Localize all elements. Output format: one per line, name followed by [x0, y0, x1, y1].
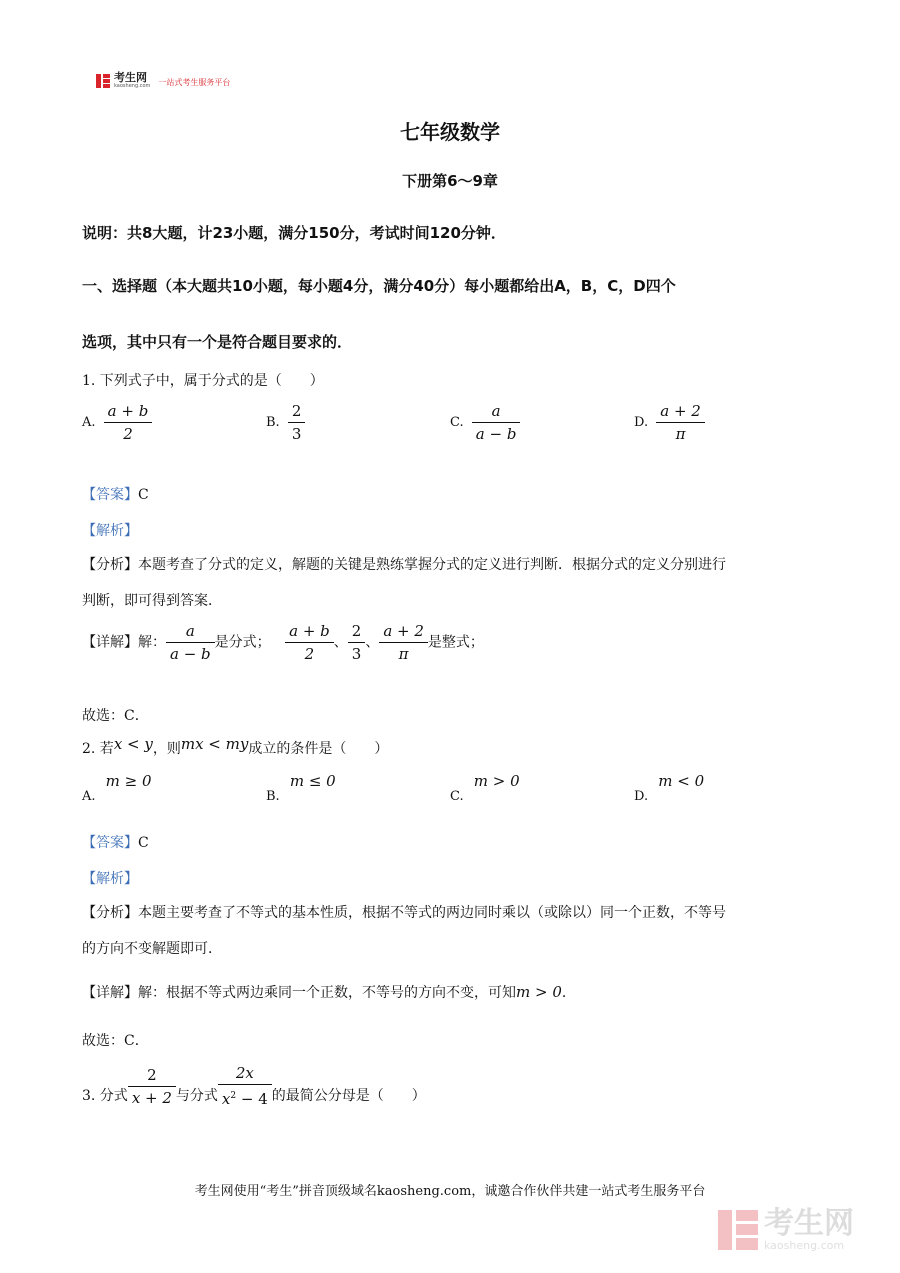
fraction — [288, 400, 306, 445]
page-title: 七年级数学 — [400, 120, 500, 144]
answer-value: C — [138, 835, 149, 851]
q2-answer — [82, 832, 149, 852]
detail-prefix: 【详解】解： — [82, 634, 166, 651]
fraction: $\frac{a + b}{2}$ — [285, 620, 334, 665]
q3-stem: 3. 分式 $\frac{2}{x + 2}$ 与分式 $\frac{2x}{x^2 - 4}$ 的最简公分母是（ ） — [82, 1064, 426, 1108]
watermark-domain: kaosheng.com — [764, 1239, 845, 1252]
q2-analysis-tag: 【解析】 — [82, 871, 138, 887]
q1-analysis-tag: 【解析】 — [82, 523, 138, 539]
answer-tag: 【答案】 — [82, 835, 138, 851]
fraction: $\frac{a + 2}{\pi}$ — [379, 620, 428, 665]
logo-domain: kaosheng.com — [114, 83, 151, 89]
watermark-text: 考生网 — [764, 1206, 854, 1241]
q2-detail: 【详解】解：根据不等式两边乘同一个正数，不等号的方向不变，可知m > 0． — [82, 983, 576, 1001]
q1-option-d — [634, 400, 705, 445]
q1-stem: 1. 下列式子中，属于分式的是（ ） — [82, 373, 324, 389]
page-footer: 考生网使用“考生”拼音顶级域名kaosheng.com，诚邀合作伙伴共建一站式考生服务平台 — [194, 1184, 706, 1199]
watermark — [718, 1208, 854, 1252]
q1-conclusion: 故选：C． — [82, 708, 149, 724]
option-expr: m ≤ 0 — [289, 772, 336, 790]
page-subtitle: 下册第6～9章 — [402, 172, 498, 190]
numerator: 2 — [288, 400, 306, 423]
option-label: B. — [266, 415, 280, 430]
option-label: A. — [82, 789, 96, 804]
answer-value: C — [138, 487, 149, 503]
q1-fenxi-line2: 判断，即可得到答案． — [82, 593, 222, 609]
header-logo — [96, 72, 230, 89]
q2-conclusion: 故选：C． — [82, 1033, 149, 1049]
q1-option-c — [450, 400, 520, 445]
q2-option-c — [450, 772, 520, 804]
option-label: D. — [634, 789, 649, 804]
q1-option-a — [82, 400, 152, 445]
q1-detail: 【详解】解： $\frac{a}{a - b}$ 是分式； $\frac{a + b}{2}$ 、 $\frac{2}{3}$ 、 $\frac{a + 2}{\pi}$ 是整式； — [82, 622, 484, 663]
option-expr: m > 0 — [473, 772, 520, 790]
fraction: $\frac{2x}{x^2 - 4}$ — [218, 1062, 272, 1110]
numerator: a — [472, 400, 521, 423]
option-expr: m < 0 — [658, 772, 705, 790]
answer-tag: 【答案】 — [82, 487, 138, 503]
watermark-logo-icon — [718, 1210, 758, 1250]
option-label: A. — [82, 415, 96, 430]
denominator: 2 — [123, 425, 133, 443]
q2-option-a — [82, 772, 152, 804]
fraction: $\frac{a}{a - b}$ — [166, 620, 215, 665]
logo-icon — [96, 74, 110, 88]
instructions: 说明：共8大题，计23小题，满分150分，考试时间120分钟． — [82, 224, 506, 242]
q2-stem: 2. 若x < y，则mx < my成立的条件是（ ） — [82, 735, 389, 757]
logo-site-name: 考生网 — [114, 71, 147, 84]
q1-answer — [82, 484, 149, 504]
fraction — [656, 400, 705, 445]
option-label: C. — [450, 789, 464, 804]
option-label: C. — [450, 415, 464, 430]
logo-slogan: 一站式考生服务平台 — [158, 78, 231, 87]
q1-fenxi-line1: 【分析】本题考查了分式的定义，解题的关键是熟练掌握分式的定义进行判断．根据分式的定义分别进行 — [82, 557, 726, 573]
option-label: D. — [634, 415, 649, 430]
section1-heading-line1: 一、选择题（本大题共10小题，每小题4分，满分40分）每小题都给出A，B，C，D四个 — [82, 277, 676, 295]
numerator: a + b — [104, 400, 153, 423]
fraction — [472, 400, 521, 445]
denominator: π — [675, 425, 686, 443]
fraction: $\frac{2}{3}$ — [348, 620, 366, 665]
denominator: a − b — [475, 425, 517, 443]
section1-heading-line2: 选项，其中只有一个是符合题目要求的． — [82, 333, 353, 351]
option-label: B. — [266, 789, 280, 804]
option-expr: m ≥ 0 — [105, 772, 152, 790]
denominator: 3 — [291, 425, 302, 443]
q2-fenxi-line1: 【分析】本题主要考查了不等式的基本性质，根据不等式的两边同时乘以（或除以）同一个正数，不等号 — [82, 905, 726, 921]
q2-option-d — [634, 772, 705, 804]
numerator: a + 2 — [656, 400, 705, 423]
fraction: $\frac{2}{x + 2}$ — [128, 1064, 176, 1109]
q2-fenxi-line2: 的方向不变解题即可． — [82, 941, 222, 957]
q1-option-b — [266, 400, 305, 445]
q2-option-b — [266, 772, 336, 804]
fraction — [104, 400, 153, 445]
